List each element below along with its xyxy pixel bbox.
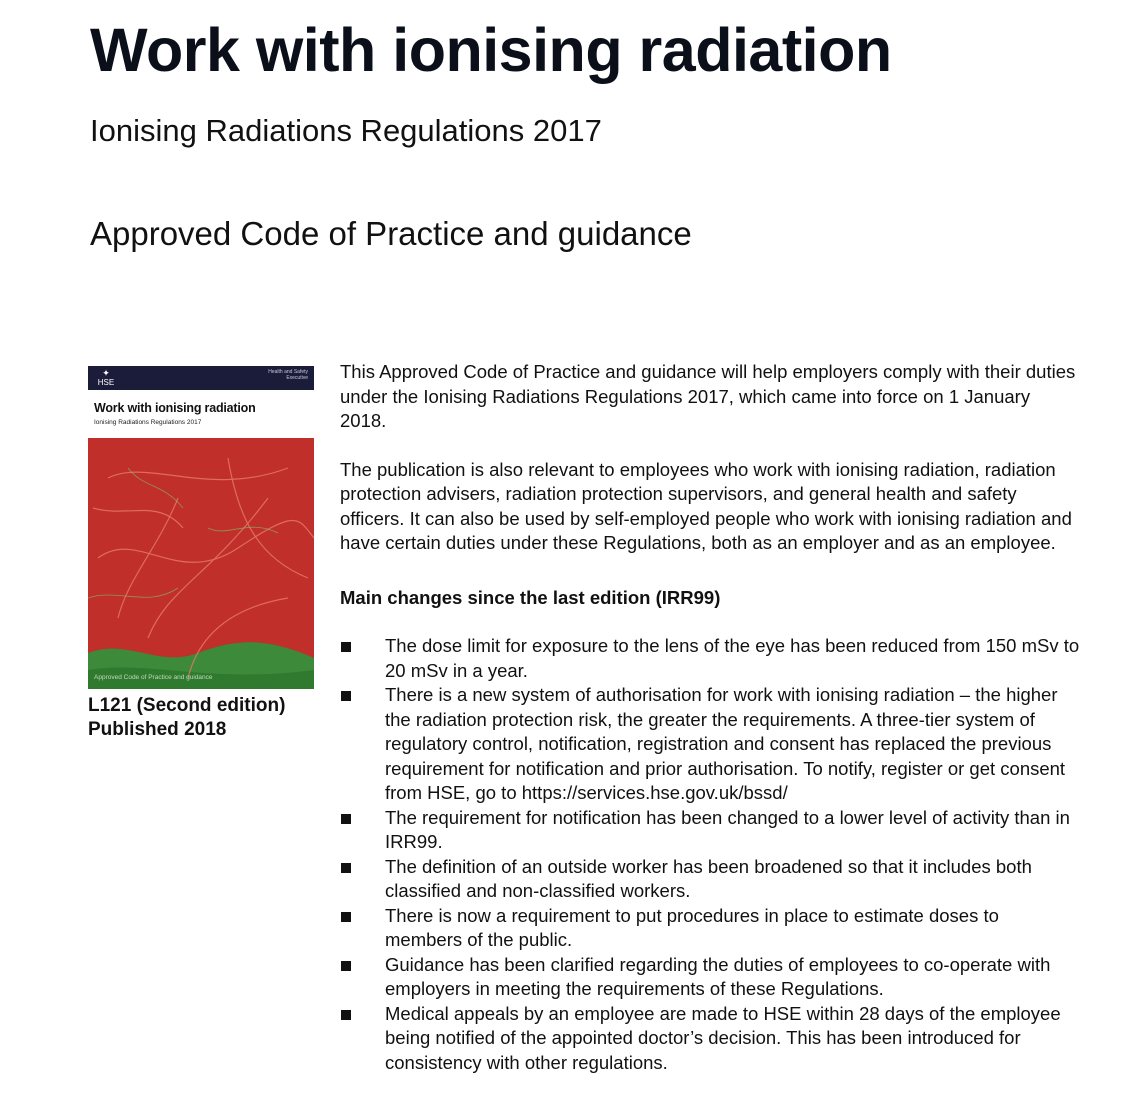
changes-list	[340, 634, 1080, 1075]
list-item	[340, 806, 1080, 855]
edition-caption	[88, 694, 285, 742]
square-bullet-icon	[341, 1010, 351, 1020]
cover-footer: Approved Code of Practice and guidance	[94, 674, 213, 681]
list-item-text: The requirement for notification has been changed to a lower level of activity than in IRR99.	[385, 806, 1070, 852]
list-item-text: Guidance has been clarified regarding the duties of employees to co-operate with employers in meeting the requirements of these Regulations.	[385, 953, 1051, 999]
regulations-subtitle: Ionising Radiations Regulations 2017	[90, 113, 602, 148]
square-bullet-icon	[341, 863, 351, 873]
square-bullet-icon	[341, 912, 351, 922]
list-item-text: There is a new system of authorisation for work with ionising radiation – the higher the radiation protection risk, the greater the requirements. A three-tier system of regulatory control, notification, registration and consent has replaced the previous requirement for notification and prior authorisation. To notify, register or get consent from HSE, go to https://services.hse.gov.uk/bssd/	[385, 684, 1066, 803]
relevance-paragraph: The publication is also relevant to employees who work with ionising radiation, radiation protection advisers, radiation protection supervisors, and general health and safety officers. It can also be used by self-employed people who work with ionising radiation and have certain duties under these Regulations, both as an employer and as an employee.	[340, 458, 1072, 553]
cover-artwork	[88, 438, 314, 689]
list-item	[340, 683, 1080, 806]
cover-title-panel	[88, 390, 314, 438]
page-title: Work with ionising radiation	[90, 16, 892, 84]
changes-heading: Main changes since the last edition (IRR99)	[340, 586, 721, 608]
square-bullet-icon	[341, 814, 351, 824]
body-text	[340, 360, 1080, 1075]
square-bullet-icon	[341, 642, 351, 652]
edition-label: L121 (Second edition)	[88, 695, 286, 716]
list-item-text: The dose limit for exposure to the lens of the eye has been reduced from 150 mSv to 20 mSv in a year.	[385, 635, 1080, 681]
list-item	[340, 904, 1080, 953]
list-item	[340, 634, 1080, 683]
hse-logo-icon	[94, 369, 118, 387]
list-item-text: The definition of an outside worker has been broadened so that it includes both classified and non-classified workers.	[385, 855, 1032, 901]
list-item	[340, 855, 1080, 904]
intro-paragraph: This Approved Code of Practice and guidance will help employers comply with their duties under the Ionising Radiations Regulations 2017, which came into force on 1 January 2018.	[340, 361, 1076, 431]
hse-logo-text: HSE	[97, 378, 115, 387]
cover-title: Work with ionising radiation	[94, 401, 256, 415]
acop-subtitle: Approved Code of Practice and guidance	[90, 215, 692, 252]
list-item	[340, 1002, 1080, 1076]
list-item	[340, 953, 1080, 1002]
square-bullet-icon	[341, 691, 351, 701]
published-label: Published 2018	[88, 719, 227, 740]
square-bullet-icon	[341, 961, 351, 971]
cover-subtitle: Ionising Radiations Regulations 2017	[94, 419, 202, 426]
list-item-text: There is now a requirement to put procedures in place to estimate doses to members of the public.	[385, 904, 999, 950]
list-item-text: Medical appeals by an employee are made to HSE within 28 days of the employee being notified of the appointed doctor’s decision. This has been introduced for consistency with other regulations.	[385, 1002, 1061, 1073]
hse-logo-mark: ✦	[102, 368, 110, 378]
book-cover	[88, 366, 314, 689]
cover-org-name: Health and Safety Executive	[268, 369, 308, 381]
cover-top-bar	[88, 366, 314, 390]
